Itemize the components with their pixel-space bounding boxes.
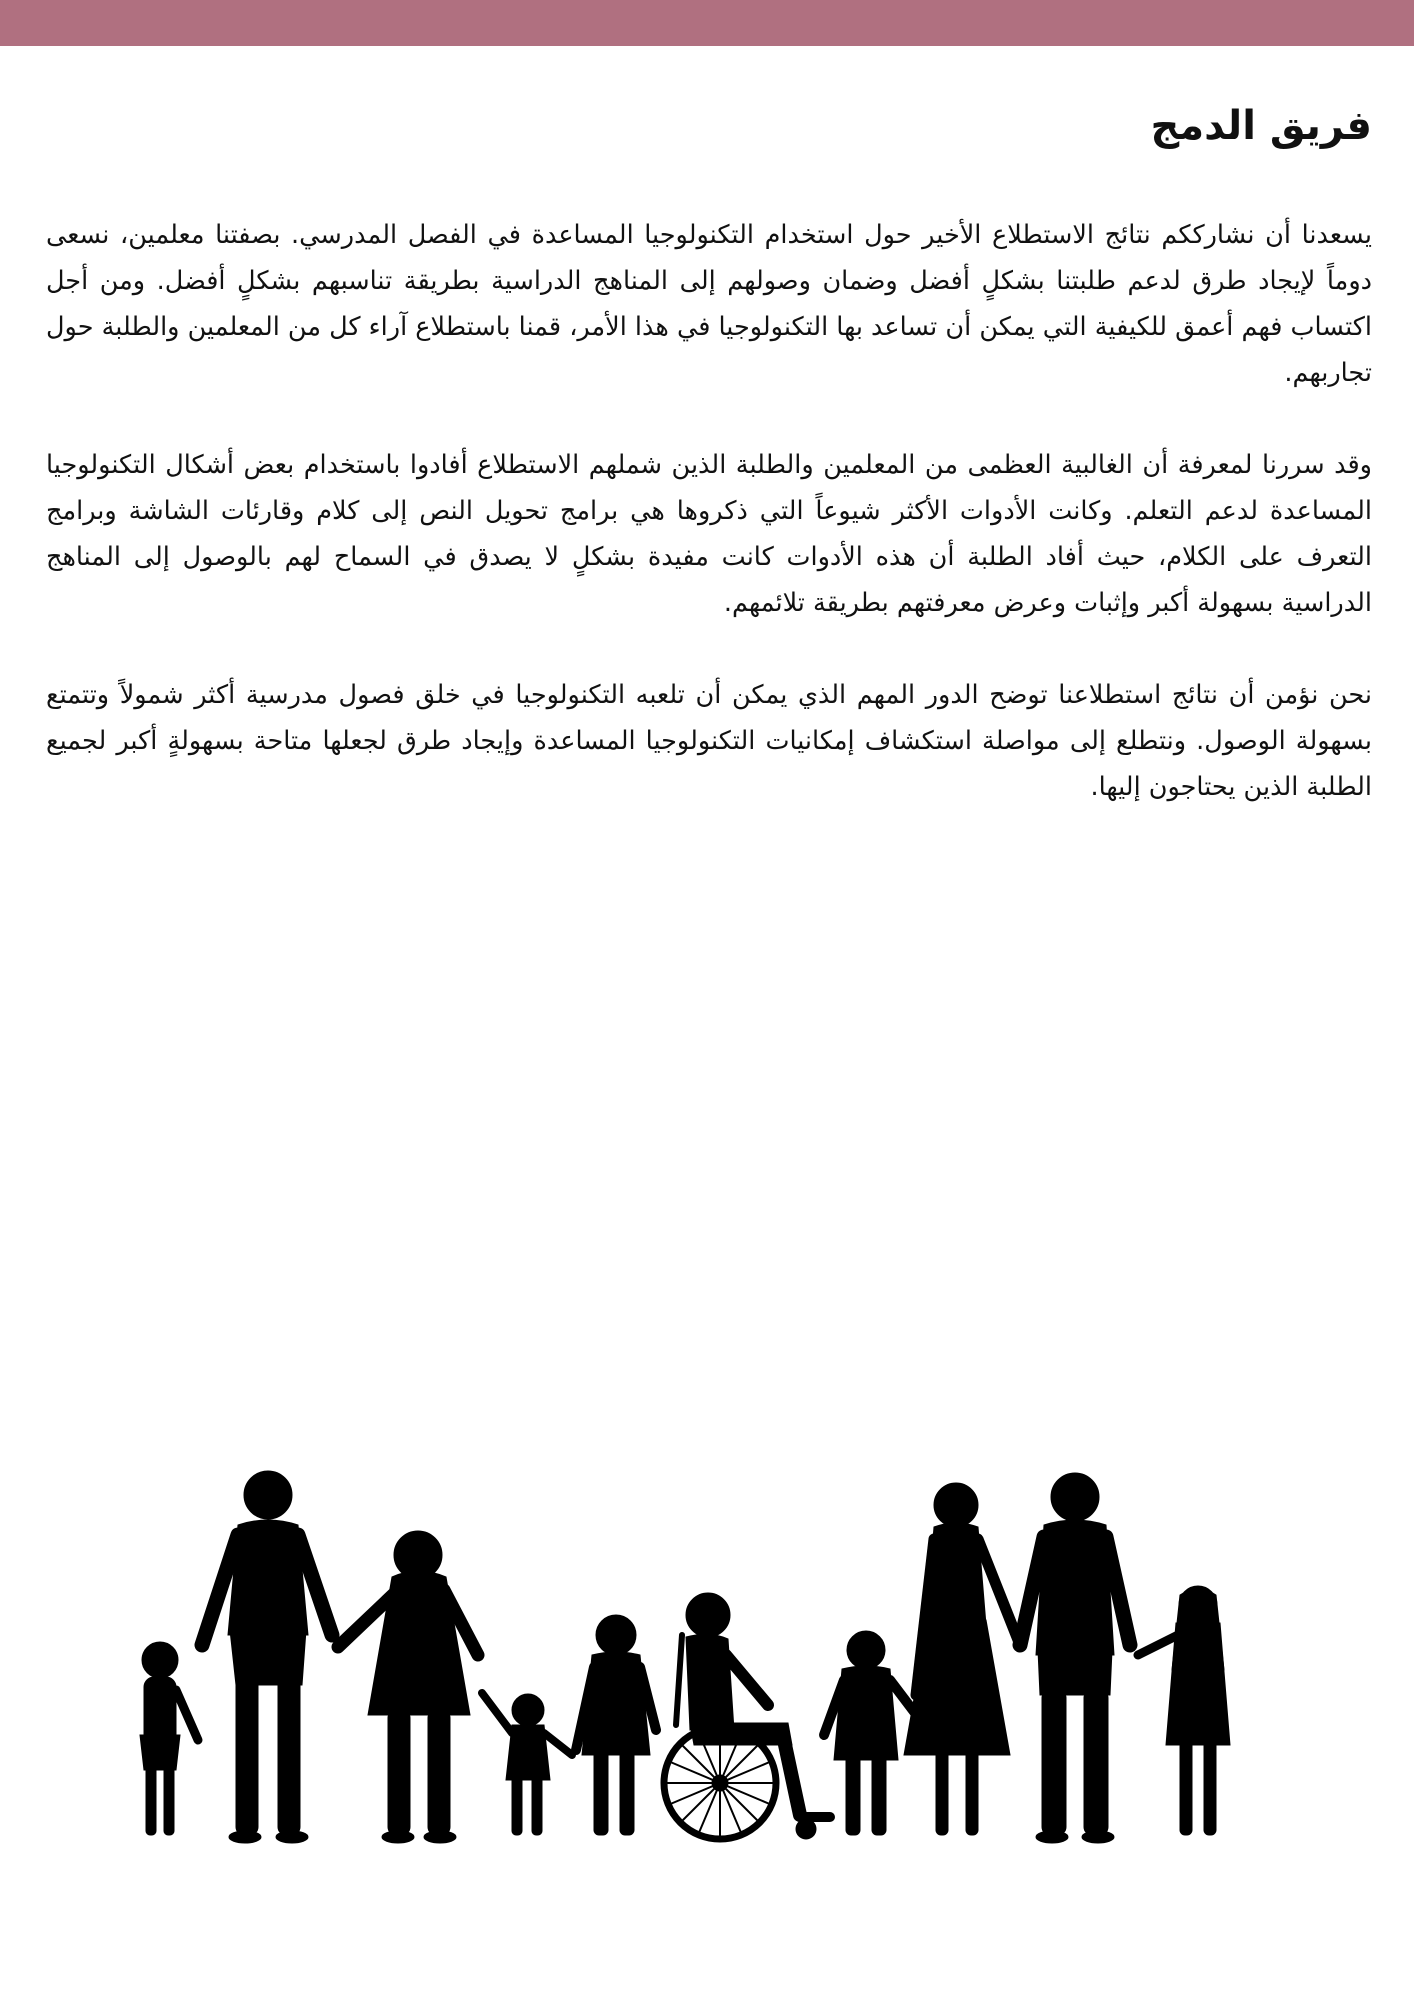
adult-man-silhouette-icon — [202, 1471, 332, 1843]
child-silhouette-icon — [140, 1642, 198, 1835]
document-body — [46, 100, 1372, 856]
adult-woman-silhouette-icon — [338, 1531, 478, 1843]
adult-woman-silhouette-icon — [904, 1483, 1020, 1835]
paragraph-survey-intro: يسعدنا أن نشارككم نتائج الاستطلاع الأخير حول استخدام التكنولوجيا المساعدة في الفصل المدرسي. بصفتنا معلمين، نسعى دوماً لإيجاد طرق لدعم طلبتنا بشكلٍ أفضل وضمان وصولهم إلى المناهج الدراسية بطريقة تناسبهم بشكلٍ أفضل. ومن أجل اكتساب فهم أعمق للكيفية التي يمكن أن تساعد بها التكنولوجيا في هذا الأمر، قمنا باستطلاع آراء كل من المعلمين والطلبة حول تجاربهم. — [46, 220, 1372, 388]
family-silhouette-icon — [120, 1455, 1280, 1865]
child-silhouette-icon — [1138, 1586, 1230, 1835]
page-title: فريق الدمج — [1150, 103, 1372, 149]
toddler-silhouette-icon — [482, 1693, 572, 1835]
paragraph-survey-findings: وقد سررنا لمعرفة أن الغالبية العظمى من المعلمين والطلبة الذين شملهم الاستطلاع أفادوا باستخدام بعض أشكال التكنولوجيا المساعدة لدعم التعلم. وكانت الأدوات الأكثر شيوعاً التي ذكروها هي برامج تحويل النص إلى كلام وقارئات الشاشة وبرامج التعرف على الكلام، حيث أفاد الطلبة أن هذه الأدوات كانت مفيدة بشكلٍ لا يصدق في السماح لهم بالوصول إلى المناهج الدراسية بسهولة أكبر وإثبات وعرض معرفتهم بطريقة تلائمهم. — [46, 450, 1372, 618]
child-silhouette-icon — [824, 1631, 918, 1835]
paragraph-conclusion: نحن نؤمن أن نتائج استطلاعنا توضح الدور المهم الذي يمكن أن تلعبه التكنولوجيا في خلق فصول مدرسية أكثر شمولاً وتتمتع بسهولة الوصول. ونتطلع إلى مواصلة استكشاف إمكانيات التكنولوجيا المساعدة وإيجاد طرق لجعلها متاحة بسهولةٍ أكبر لجميع الطلبة الذين يحتاجون إليها. — [46, 680, 1372, 802]
child-silhouette-icon — [576, 1615, 656, 1835]
wheelchair-user-silhouette-icon — [664, 1593, 830, 1839]
adult-man-silhouette-icon — [1020, 1473, 1130, 1843]
top-accent-bar — [0, 0, 1414, 46]
